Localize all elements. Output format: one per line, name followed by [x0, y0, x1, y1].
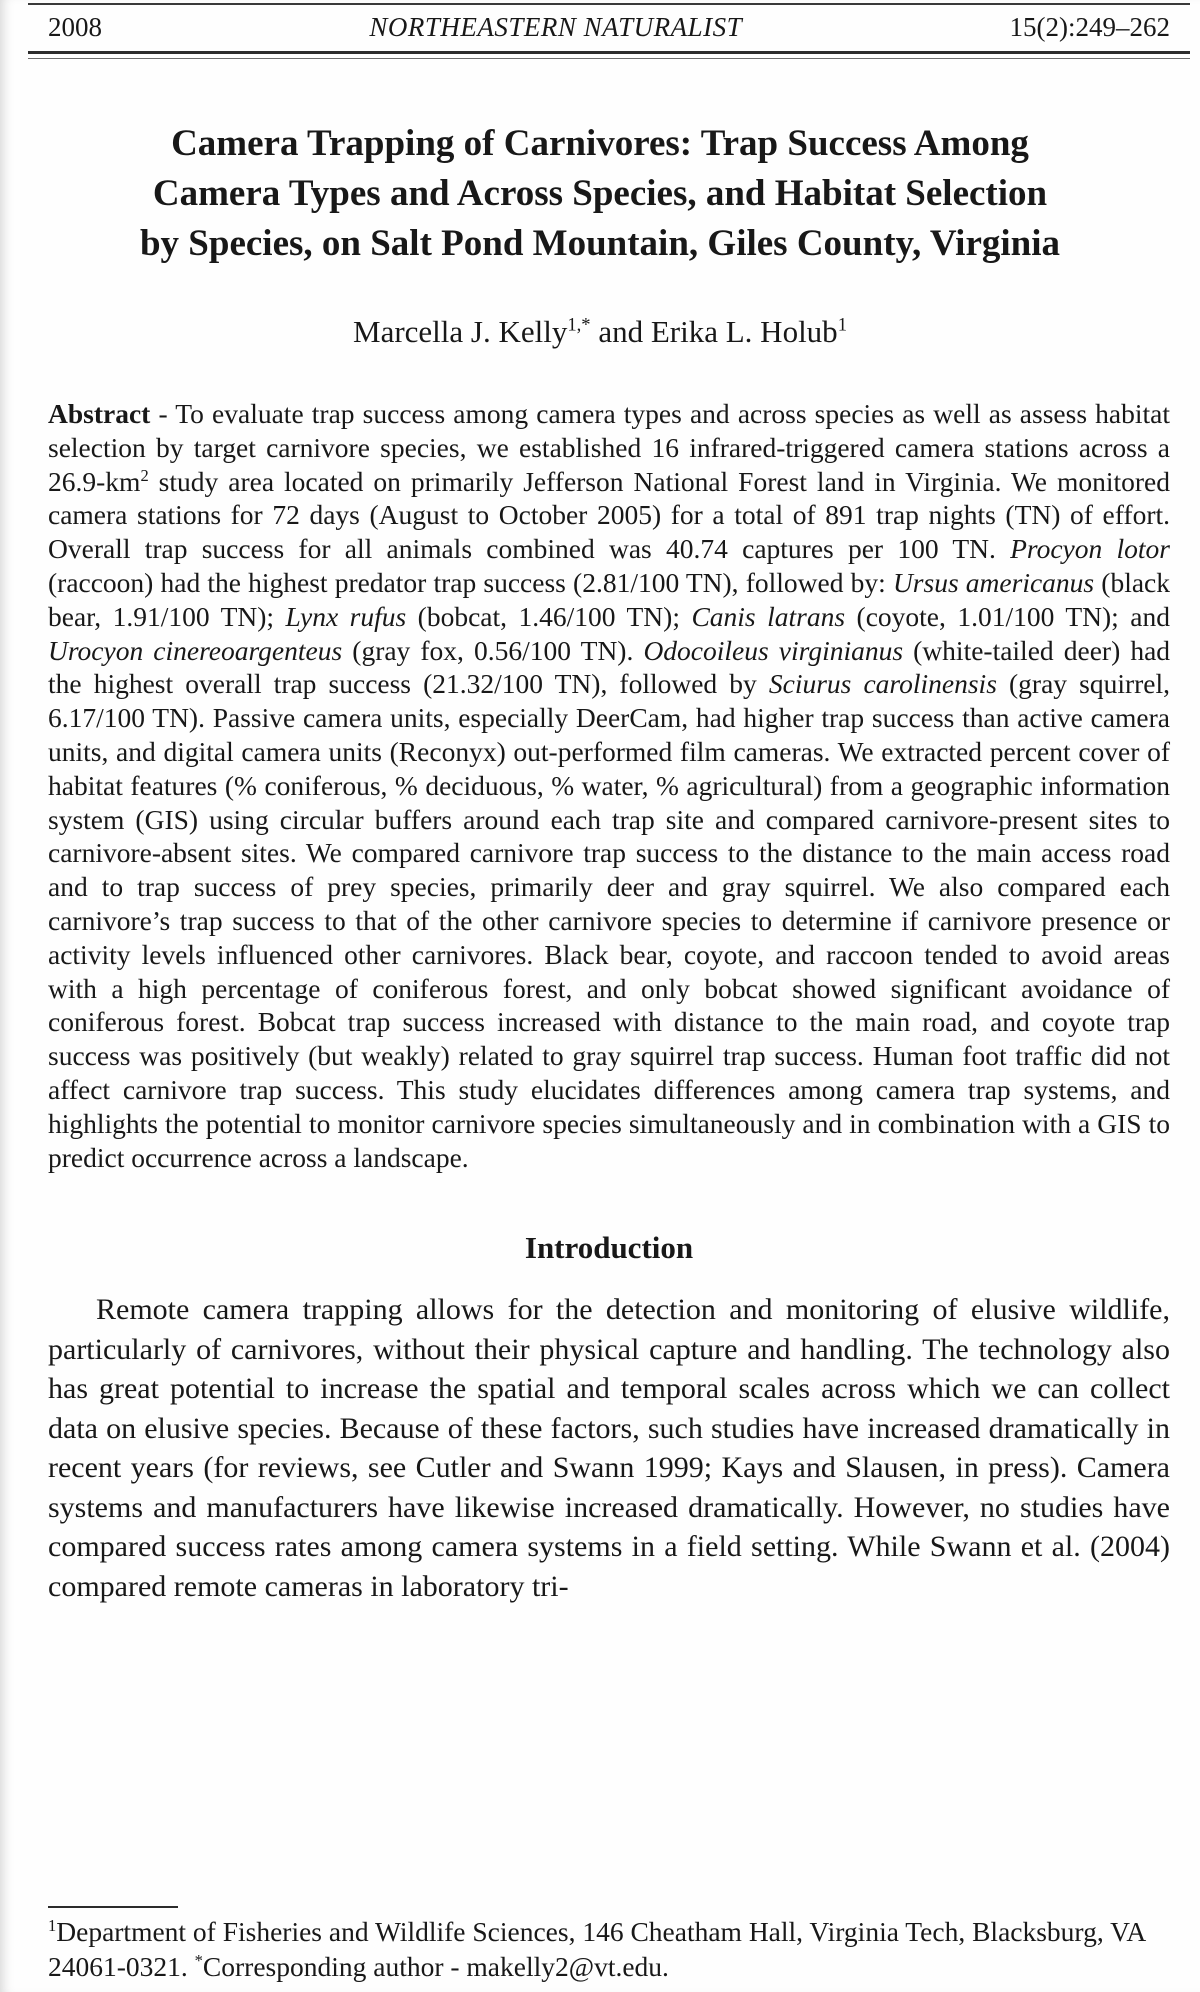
abstract-paragraph — [48, 397, 1170, 1174]
introduction-heading: Introduction — [524, 1230, 694, 1266]
title-line-3: by Species, on Salt Pond Mountain, Giles County, Virginia — [139, 223, 1061, 264]
header-year: 2008 — [48, 12, 102, 42]
footnote-block — [48, 1906, 1170, 1984]
title-line-2: Camera Types and Across Species, and Habitat Selection — [152, 173, 1048, 214]
abstract-body: To evaluate trap success among camera types and across species as well as assess habitat selection by target carnivore species, we established 16 infrared-triggered camera stations across a $26.9-km^2$ study area located on primarily Jefferson National Forest land in Virginia. We monitored camera stations for 72 days (August to October 2005) for a total of 891 trap nights (TN) of effort. Overall trap success for all animals combined was 40.74 captures per 100 TN. Procyon lotor (raccoon) had the highest predator trap success (2.81/100 TN), followed by: Ursus americanus (black bear, 1.91/100 TN); Lynx rufus (bobcat, 1.46/100 TN); Canis latrans (coyote, 1.01/100 TN); and Urocyon cinereoargenteus (gray fox, 0.56/100 TN). Odocoileus virginianus (white-tailed deer) had the highest overall trap success (21.32/100 TN), followed by Sciurus carolinensis (gray squirrel, 6.17/100 TN). Passive camera units, especially DeerCam, had higher trap success than active camera units, and digital camera units (Reconyx) out-performed film cameras. We extracted percent cover of habitat features (% coniferous, % deciduous, % water, % agricultural) from a geographic information system (GIS) using circular buffers around each trap site and compared carnivore-present sites to carnivore-absent sites. We compared carnivore trap success to the distance to the main access road and to trap success of prey species, primarily deer and gray squirrel. We also compared each carnivore’s trap success to that of the other carnivore species to determine if carnivore presence or activity levels influenced other carnivores. Black bear, coyote, and raccoon tended to avoid areas with a high percentage of coniferous forest, and only bobcat showed significant avoidance of coniferous forest. Bobcat trap success increased with distance to the main road, and coyote trap success was positively (but weakly) related to gray squirrel trap success. Human foot traffic did not affect carnivore trap success. This study elucidates differences among camera trap systems, and highlights the potential to monitor carnivore species simultaneously and in combination with a GIS to predict occurrence across a landscape. — [48, 398, 1171, 1173]
header-citation: 15(2):249–262 — [1009, 12, 1170, 42]
header-rule-bottom — [28, 51, 1190, 59]
abstract-label: Abstract — [48, 398, 151, 429]
header-journal-name: NORTHEASTERN NATURALIST — [369, 12, 743, 42]
abstract-separator: - — [150, 398, 176, 429]
introduction-paragraph: Remote camera trapping allows for the detection and monitoring of elusive wildlife, particularly of carnivores, without their physical capture and handling. The technology also has great potential to increase the spatial and temporal scales across which we can collect data on elusive species. Because of these factors, such studies have increased dramatically in recent years (for reviews, see Cutler and Swann 1999; Kays and Slausen, in press). Camera systems and manufacturers have likewise increased dramatically. However, no studies have compared success rates among camera systems in a field setting. While Swann et al. (2004) compared remote cameras in laboratory tri- — [48, 1293, 1170, 1603]
header-row — [28, 5, 1190, 51]
authors-line: Marcella J. Kelly$^{1,*}$ and Erika L. Holub$^1$ — [353, 314, 847, 349]
running-header — [0, 3, 1200, 59]
footnote-rule — [48, 1906, 178, 1908]
title-line-1: Camera Trapping of Carnivores: Trap Success Among — [171, 123, 1029, 164]
footnote-text: $^1$Department of Fisheries and Wildlife Sciences, 146 Cheatham Hall, Virginia Tech, Blacksburg, VA 24061-0321. *Corresponding author - makelly2@vt.edu. — [48, 1915, 1145, 1982]
article-title — [40, 119, 1160, 269]
